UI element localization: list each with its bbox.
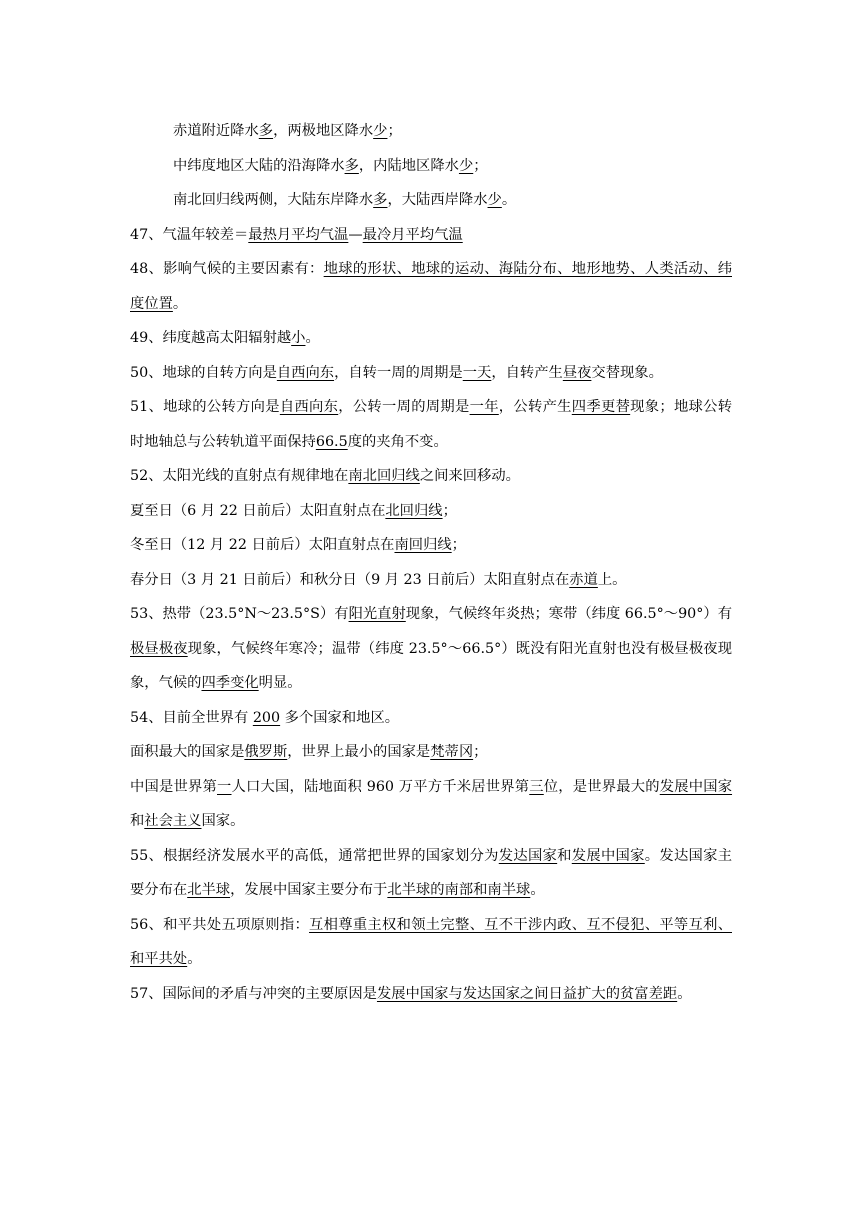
paragraph xyxy=(130,252,732,321)
underlined-answer: 北半球的南部和南半球 xyxy=(387,882,531,898)
text-segment: 。 xyxy=(530,882,545,898)
document-body xyxy=(130,114,732,1011)
paragraph xyxy=(130,839,732,908)
text-segment: ； xyxy=(473,157,488,174)
text-segment: ，公转产生 xyxy=(498,399,572,415)
underlined-answer: 自西向东 xyxy=(276,364,335,381)
text-segment: ，公转一周的周期是 xyxy=(338,399,470,415)
paragraph xyxy=(130,597,732,701)
paragraph xyxy=(130,218,732,253)
paragraph xyxy=(130,977,732,1012)
text-segment: 人口大国，陆地面积 960 万平方千米居世界第 xyxy=(231,778,530,795)
text-segment: 明显。 xyxy=(258,675,302,691)
text-segment: 。 xyxy=(305,330,320,346)
paragraph xyxy=(130,770,732,839)
text-segment: 春分日（3 月 21 日前后）和秋分日（9 月 23 日前后）太阳直射点在 xyxy=(130,571,570,588)
text-segment: 48、影响气候的主要因素有： xyxy=(130,261,324,277)
text-segment: ； xyxy=(473,744,488,760)
text-segment: 现象，气候终年寒冷；温带（纬度 23.5°～66.5°）既没有阳光直射也没有极昼极夜现象，气候的 xyxy=(130,640,732,691)
text-segment: 中纬度地区大陆的沿海降水 xyxy=(173,157,345,174)
text-segment: 现象，气候终年炎热；寒带（纬度 66.5°～90°）有 xyxy=(405,606,733,622)
underlined-answer: 多 xyxy=(258,123,274,139)
text-segment: ，自转产生 xyxy=(491,364,563,381)
underlined-answer: 发达国家 xyxy=(498,847,558,864)
underlined-answer: 一年 xyxy=(469,399,499,415)
text-segment: 赤道附近降水 xyxy=(173,123,259,139)
text-segment: 49、纬度越高太阳辐射越 xyxy=(130,330,292,346)
paragraph xyxy=(130,356,732,391)
underlined-answer: 社会主义 xyxy=(144,813,202,829)
text-segment: 现象；地球公转时地轴总与公转轨道平面保持 xyxy=(130,399,733,450)
text-segment: 50、地球的自转方向是 xyxy=(130,364,277,381)
text-segment: 57、国际间的矛盾与冲突的主要原因是 xyxy=(130,985,377,1002)
text-segment: — xyxy=(348,226,363,243)
underlined-answer: 南回归线 xyxy=(394,537,452,553)
underlined-answer: 少 xyxy=(458,157,474,174)
underlined-answer: 多 xyxy=(344,157,359,174)
text-segment: 55、根据经济发展水平的高低，通常把世界的国家划分为 xyxy=(130,847,499,864)
text-segment: 冬至日（12 月 22 日前后）太阳直射点在 xyxy=(130,537,395,553)
text-segment: 度的夹角不变。 xyxy=(347,433,448,450)
underlined-answer: 发展中国家 xyxy=(659,778,733,795)
paragraph xyxy=(130,563,732,598)
underlined-answer: 少 xyxy=(487,192,502,208)
underlined-answer: 北回归线 xyxy=(385,502,443,519)
text-segment: ，世界上最小的国家是 xyxy=(287,744,431,760)
underlined-answer: 地球的形状、地球的运动、海陆分布、地形地势、人类活动、纬度位置 xyxy=(130,261,732,312)
underlined-answer: 一天 xyxy=(462,364,492,381)
underlined-answer: 小 xyxy=(291,330,306,346)
paragraph xyxy=(130,735,732,770)
text-segment: ，内陆地区降水 xyxy=(358,157,459,174)
text-segment: 国家。 xyxy=(201,813,245,829)
text-segment: ，发展中国家主要分布于 xyxy=(230,882,388,898)
underlined-answer: 北半球 xyxy=(187,882,231,898)
text-segment: 51、地球的公转方向是 xyxy=(130,399,280,415)
text-segment: 夏至日（6 月 22 日前后）太阳直射点在 xyxy=(130,502,386,519)
underlined-answer: 少 xyxy=(373,123,388,139)
text-segment: 。发达国家主要分布在 xyxy=(130,847,733,898)
text-segment: ，两极地区降水 xyxy=(273,123,374,139)
paragraph xyxy=(130,321,732,356)
text-segment: 47、气温年较差＝ xyxy=(130,226,249,243)
text-segment: 多个国家和地区。 xyxy=(280,709,400,726)
paragraph xyxy=(130,494,732,529)
underlined-answer: 阳光直射 xyxy=(348,606,406,622)
text-segment: 中国是世界第 xyxy=(130,778,217,795)
underlined-answer: 发展中国家 xyxy=(571,847,645,864)
text-segment: ，自转一周的周期是 xyxy=(334,364,463,381)
text-segment: 。 xyxy=(501,192,517,208)
underlined-answer: 66.5 xyxy=(315,433,348,450)
text-segment: 之间来回移动。 xyxy=(419,468,520,484)
underlined-answer: 200 xyxy=(252,709,281,726)
underlined-answer: 多 xyxy=(373,192,388,208)
underlined-answer: 四季更替 xyxy=(571,399,631,415)
paragraph xyxy=(130,390,732,459)
text-segment: 56、和平共处五项原则指： xyxy=(130,916,310,933)
underlined-answer: 最热月平均气温 xyxy=(248,226,349,243)
underlined-answer: 三 xyxy=(529,778,544,795)
underlined-answer: 四季变化 xyxy=(201,675,259,691)
underlined-answer: 一 xyxy=(217,778,232,795)
text-segment: 上。 xyxy=(597,571,627,588)
paragraph xyxy=(130,908,732,977)
text-segment: 和 xyxy=(130,813,145,829)
underlined-answer: 自西向东 xyxy=(279,399,339,415)
paragraph xyxy=(130,114,732,149)
underlined-answer: 昼夜 xyxy=(562,364,592,381)
text-segment: 52、太阳光线的直射点有规律地在 xyxy=(130,468,349,484)
underlined-answer: 极昼极夜 xyxy=(130,640,188,657)
underlined-answer: 南北回归线 xyxy=(348,468,420,484)
text-segment: 面积最大的国家是 xyxy=(130,744,245,760)
text-segment: ； xyxy=(442,502,457,519)
text-segment: 53、热带（23.5°N～23.5°S）有 xyxy=(130,606,349,622)
text-segment: 交替现象。 xyxy=(591,364,663,381)
text-segment: 和 xyxy=(557,847,572,864)
underlined-answer: 俄罗斯 xyxy=(244,744,288,760)
text-segment: ； xyxy=(387,123,402,139)
paragraph xyxy=(130,183,732,218)
text-segment: 。 xyxy=(677,985,692,1002)
underlined-answer: 最冷月平均气温 xyxy=(362,226,463,243)
text-segment: 南北回归线两侧，大陆东岸降水 xyxy=(173,192,374,208)
underlined-answer: 互相尊重主权和领土完整、互不干涉内政、互不侵犯、平等互利、和平共处 xyxy=(130,916,732,967)
text-segment: ； xyxy=(451,537,466,553)
underlined-answer: 梵蒂冈 xyxy=(430,744,474,760)
paragraph xyxy=(130,701,732,736)
text-segment: 。 xyxy=(172,295,188,312)
underlined-answer: 发展中国家与发达国家之间日益扩大的贫富差距 xyxy=(376,985,678,1002)
text-segment: ，大陆西岸降水 xyxy=(387,192,488,208)
paragraph xyxy=(130,528,732,563)
text-segment: 54、目前全世界有 xyxy=(130,709,253,726)
underlined-answer: 赤道 xyxy=(569,571,598,588)
text-segment: 位，是世界最大的 xyxy=(543,778,660,795)
text-segment: 。 xyxy=(187,951,202,967)
paragraph xyxy=(130,149,732,184)
paragraph xyxy=(130,459,732,494)
